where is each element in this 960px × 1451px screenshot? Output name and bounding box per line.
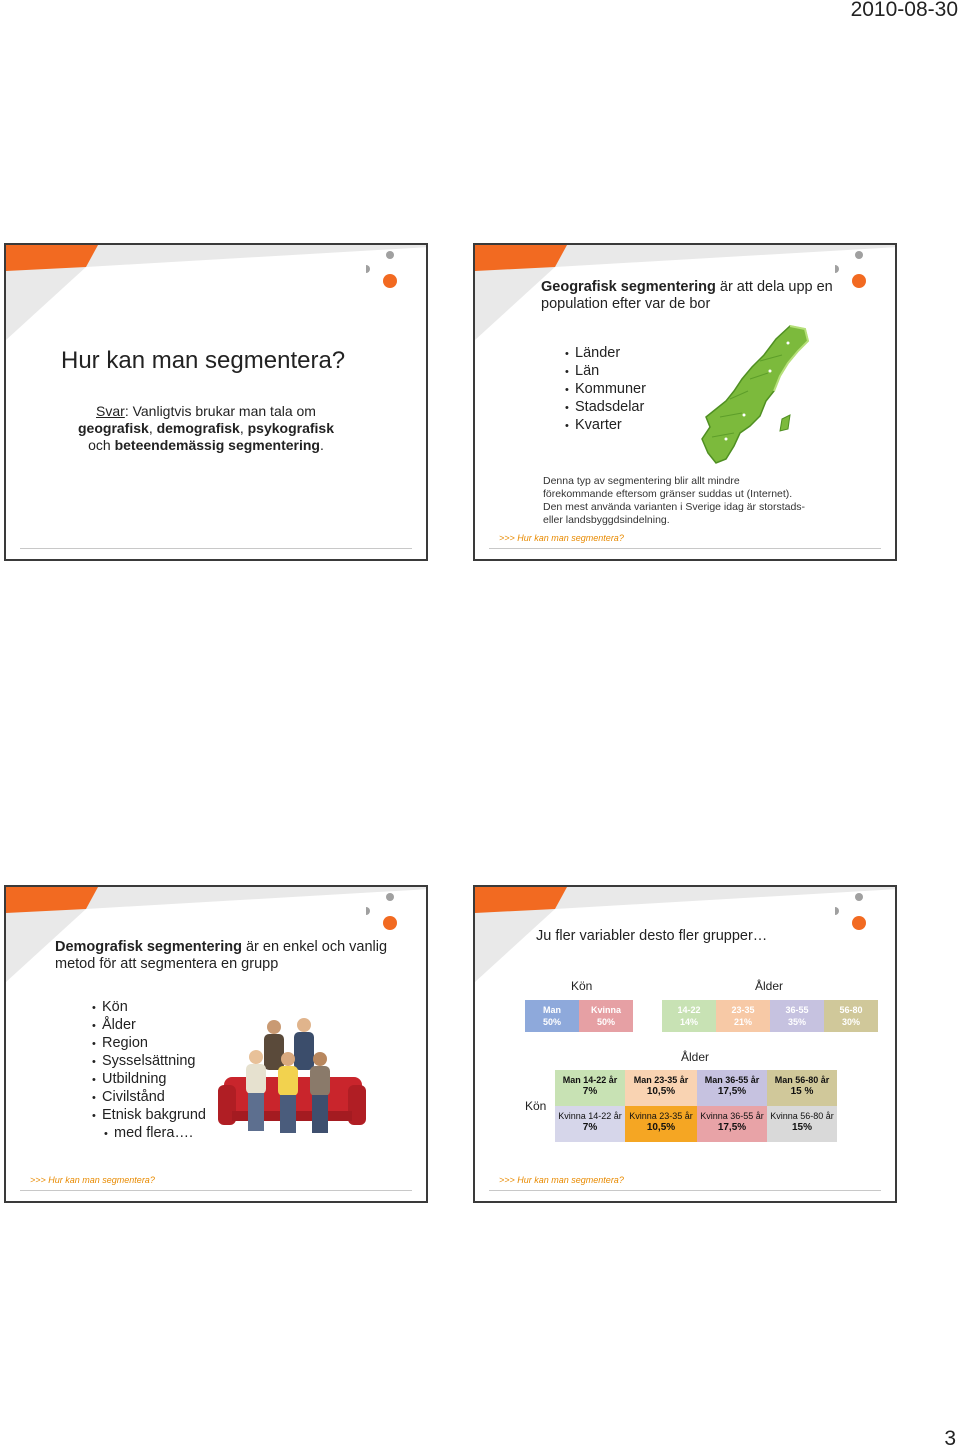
- slide-1-title: Hur kan man segmentera?: [61, 347, 346, 374]
- header-date: 2010-08-30: [850, 0, 958, 21]
- bullet-item: • Utbildning: [92, 1071, 206, 1089]
- footer-link[interactable]: >>> Hur kan man segmentera?: [499, 1175, 624, 1185]
- page-number: 3: [944, 1427, 956, 1450]
- group-on-sofa-image: [218, 1015, 366, 1143]
- footer-divider: [20, 548, 412, 549]
- slide-4-title: Ju fler variabler desto fler grupper…: [536, 928, 768, 944]
- bullet-item: • Civilstånd: [92, 1089, 206, 1107]
- slide-1-body: Svar: Vanligtvis brukar man tala om geografisk, demografisk, psykografisk och beteendemässig segmentering.: [78, 403, 334, 453]
- matrix-cell: Man 56-80 år 15 %: [767, 1070, 837, 1106]
- gender-cell-kvinna: Kvinna 50%: [579, 1000, 633, 1032]
- slide-1: [4, 243, 428, 561]
- slide-2: [473, 243, 897, 561]
- age-cell: 23-35 21%: [716, 1000, 770, 1032]
- bullet-item: • Stadsdelar: [565, 399, 646, 417]
- svar-label: Svar: [96, 403, 125, 419]
- slide-corner-decoration: [6, 245, 428, 345]
- slide-2-note: Denna typ av segmentering blir allt mindre förekommande eftersom gränser suddas ut (Internet). Den mest använda varianten i Sverige idag är storstads- eller landsbyggdsindelning.: [543, 475, 806, 526]
- sweden-map-image: [690, 321, 815, 466]
- footer-divider: [20, 1190, 412, 1191]
- bullet-item: • Sysselsättning: [92, 1053, 206, 1071]
- slide-3-bullets: [92, 999, 206, 1143]
- matrix-cell: Kvinna 23-35 år 10,5%: [625, 1106, 697, 1142]
- slide-dots-decoration: [366, 887, 416, 947]
- age-cell: 56-80 30%: [824, 1000, 878, 1032]
- footer-divider: [489, 548, 881, 549]
- slide-2-title: Geografisk segmentering är att dela upp en population efter var de bor: [541, 279, 833, 312]
- footer-divider: [489, 1190, 881, 1191]
- matrix-cell: Man 23-35 år 10,5%: [625, 1070, 697, 1106]
- alder-label: Ålder: [755, 979, 784, 993]
- bullet-item: • Kön: [92, 999, 206, 1017]
- slide-3: [4, 885, 428, 1203]
- bullet-item: • Etnisk bakgrund: [92, 1107, 206, 1125]
- slide-2-bullets: [565, 345, 646, 435]
- bullet-item: • Kvarter: [565, 417, 646, 435]
- matrix-cell: Kvinna 36-55 år 17,5%: [697, 1106, 767, 1142]
- slide-3-title: Demografisk segmentering är en enkel och vanlig metod för att segmentera en grupp: [55, 939, 388, 972]
- matrix-cell: Kvinna 14-22 år 7%: [555, 1106, 625, 1142]
- matrix-cell: Man 14-22 år 7%: [555, 1070, 625, 1106]
- gender-cell-man: Man 50%: [525, 1000, 579, 1032]
- bullet-item: • Region: [92, 1035, 206, 1053]
- alder-label-2: Ålder: [681, 1050, 710, 1064]
- kon-label: Kön: [571, 979, 593, 993]
- matrix-cell: Kvinna 56-80 år 15%: [767, 1106, 837, 1142]
- bullet-continuation: • med flera….: [92, 1125, 206, 1143]
- age-cell: 36-55 35%: [770, 1000, 824, 1032]
- footer-link[interactable]: >>> Hur kan man segmentera?: [499, 533, 624, 543]
- bullet-item: • Ålder: [92, 1017, 206, 1035]
- bullet-item: • Kommuner: [565, 381, 646, 399]
- kon-label-2: Kön: [525, 1099, 547, 1113]
- matrix-cell: Man 36-55 år 17,5%: [697, 1070, 767, 1106]
- slide-dots-decoration: [835, 887, 885, 947]
- bullet-item: • Länder: [565, 345, 646, 363]
- age-cell: 14-22 14%: [662, 1000, 716, 1032]
- footer-link[interactable]: >>> Hur kan man segmentera?: [30, 1175, 155, 1185]
- slide-4: [473, 885, 897, 1203]
- bullet-item: • Län: [565, 363, 646, 381]
- slide-dots-decoration: [366, 245, 416, 305]
